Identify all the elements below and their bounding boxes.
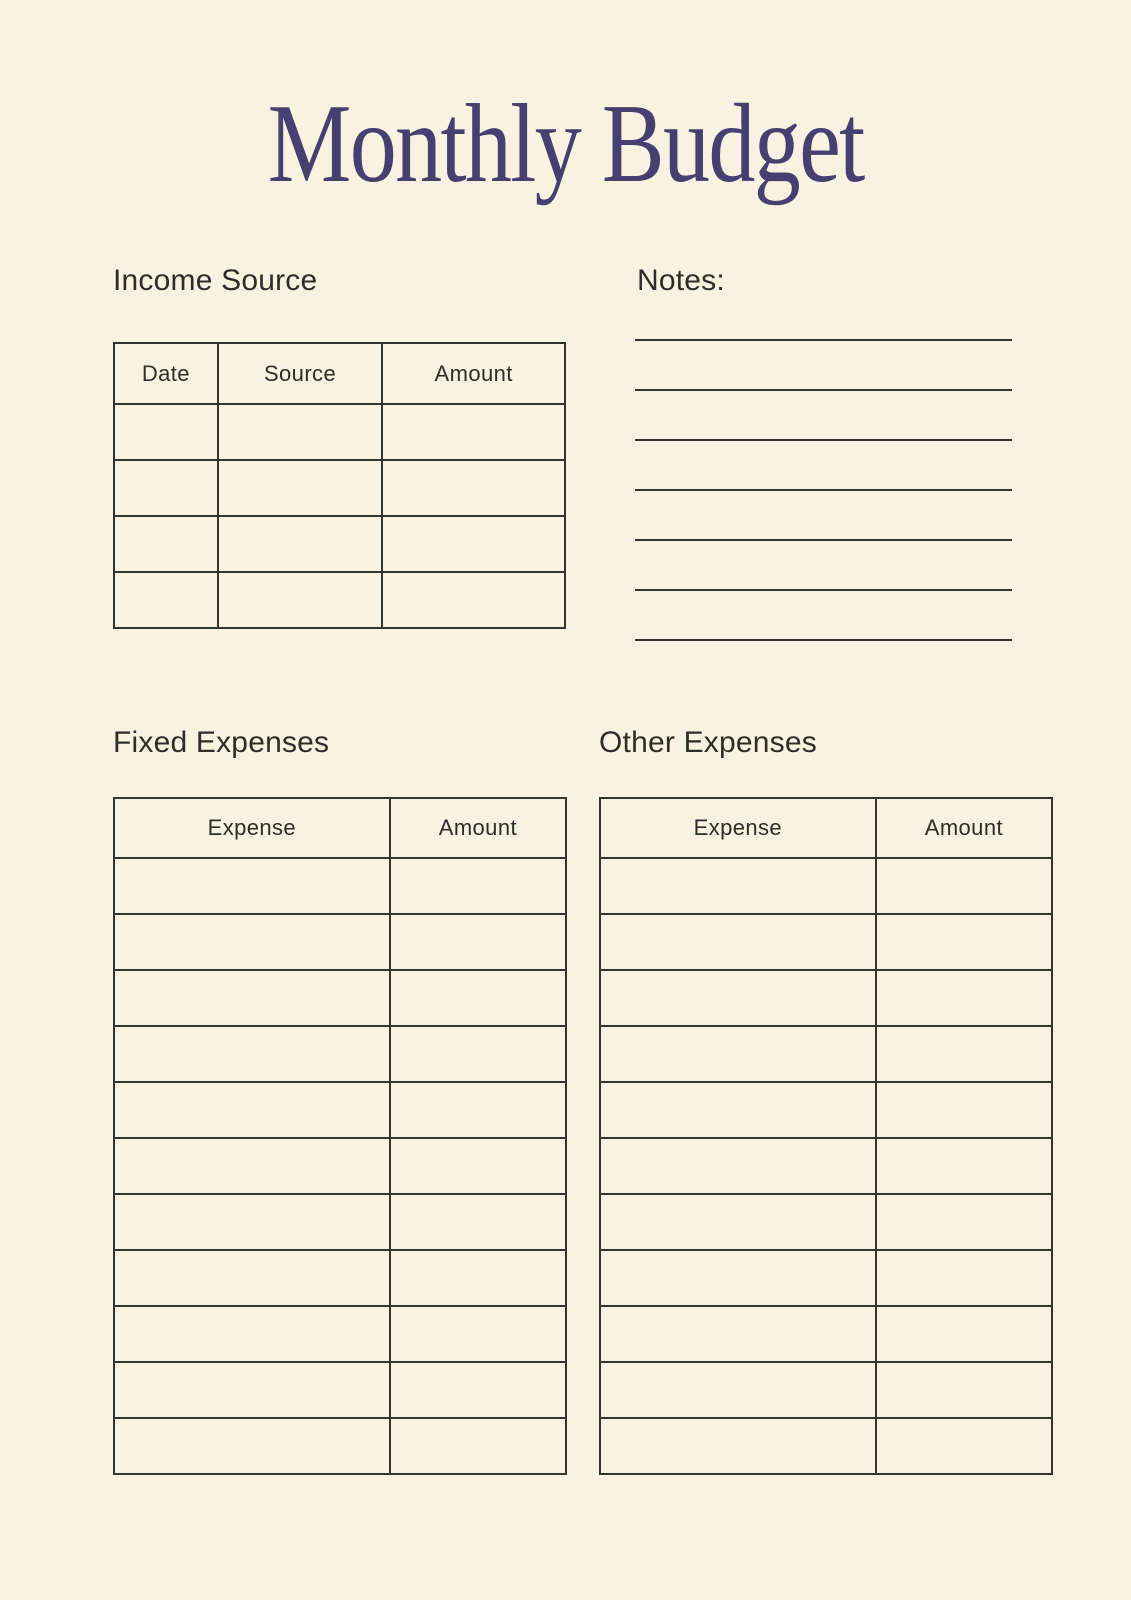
table-row (600, 914, 1052, 970)
empty-cell (600, 858, 876, 914)
note-line (635, 391, 1012, 441)
empty-cell (876, 858, 1052, 914)
other-expenses-header-row (600, 798, 1052, 858)
empty-cell (390, 1138, 566, 1194)
column-header-amount: Amount (382, 343, 565, 404)
empty-cell (876, 1418, 1052, 1474)
note-line (635, 441, 1012, 491)
empty-cell (600, 1362, 876, 1418)
empty-cell (218, 572, 383, 628)
empty-cell (382, 460, 565, 516)
table-row (114, 1418, 566, 1474)
empty-cell (390, 858, 566, 914)
empty-cell (390, 1194, 566, 1250)
other-expenses-table (599, 797, 1053, 1475)
empty-cell (876, 1306, 1052, 1362)
table-row (600, 1194, 1052, 1250)
empty-cell (114, 970, 390, 1026)
empty-cell (390, 1362, 566, 1418)
table-row (600, 1138, 1052, 1194)
page-title (0, 82, 1131, 206)
table-row (600, 1250, 1052, 1306)
empty-cell (218, 516, 383, 572)
table-row (600, 1082, 1052, 1138)
empty-cell (600, 1194, 876, 1250)
empty-cell (114, 1362, 390, 1418)
empty-cell (114, 1306, 390, 1362)
empty-cell (382, 572, 565, 628)
table-row (114, 1194, 566, 1250)
empty-cell (114, 572, 218, 628)
income-source-heading: Income Source (113, 264, 318, 297)
empty-cell (876, 1026, 1052, 1082)
empty-cell (390, 1250, 566, 1306)
empty-cell (114, 914, 390, 970)
empty-cell (876, 1250, 1052, 1306)
table-row (114, 1026, 566, 1082)
note-line (635, 291, 1012, 341)
table-row (600, 858, 1052, 914)
empty-cell (390, 1306, 566, 1362)
empty-cell (390, 1082, 566, 1138)
empty-cell (390, 970, 566, 1026)
empty-cell (390, 1418, 566, 1474)
note-line (635, 491, 1012, 541)
empty-cell (600, 1082, 876, 1138)
table-row (600, 970, 1052, 1026)
empty-cell (600, 1026, 876, 1082)
table-row (114, 970, 566, 1026)
other-expenses-heading: Other Expenses (599, 726, 817, 759)
empty-cell (876, 1082, 1052, 1138)
empty-cell (600, 914, 876, 970)
table-row (600, 1418, 1052, 1474)
empty-cell (390, 1026, 566, 1082)
empty-cell (600, 1138, 876, 1194)
empty-cell (876, 914, 1052, 970)
table-row (114, 1250, 566, 1306)
empty-cell (114, 516, 218, 572)
empty-cell (114, 1082, 390, 1138)
empty-cell (600, 970, 876, 1026)
fixed-expenses-table (113, 797, 567, 1475)
column-header-date: Date (114, 343, 218, 404)
page-title-text: Monthly Budget (267, 82, 864, 206)
note-line (635, 591, 1012, 641)
column-header-expense: Expense (114, 798, 390, 858)
table-row (114, 404, 565, 460)
empty-cell (382, 516, 565, 572)
notes-lines-area (635, 291, 1012, 641)
note-line (635, 341, 1012, 391)
empty-cell (114, 858, 390, 914)
table-row (114, 516, 565, 572)
table-row (114, 858, 566, 914)
empty-cell (114, 1418, 390, 1474)
table-row (600, 1362, 1052, 1418)
empty-cell (600, 1306, 876, 1362)
table-row (114, 1138, 566, 1194)
table-row (114, 914, 566, 970)
table-row (114, 572, 565, 628)
column-header-source: Source (218, 343, 383, 404)
empty-cell (114, 1138, 390, 1194)
fixed-expenses-heading: Fixed Expenses (113, 726, 330, 759)
empty-cell (218, 460, 383, 516)
empty-cell (382, 404, 565, 460)
empty-cell (114, 460, 218, 516)
table-row (114, 1082, 566, 1138)
empty-cell (218, 404, 383, 460)
table-row (600, 1306, 1052, 1362)
empty-cell (114, 1250, 390, 1306)
column-header-amount: Amount (390, 798, 566, 858)
column-header-amount: Amount (876, 798, 1052, 858)
income-source-table (113, 342, 566, 629)
empty-cell (600, 1250, 876, 1306)
table-row (114, 1306, 566, 1362)
table-row (600, 1026, 1052, 1082)
column-header-expense: Expense (600, 798, 876, 858)
empty-cell (114, 404, 218, 460)
fixed-expenses-header-row (114, 798, 566, 858)
income-table-header-row (114, 343, 565, 404)
empty-cell (390, 914, 566, 970)
empty-cell (876, 1194, 1052, 1250)
empty-cell (600, 1418, 876, 1474)
empty-cell (114, 1194, 390, 1250)
empty-cell (876, 970, 1052, 1026)
empty-cell (114, 1026, 390, 1082)
notes-heading: Notes: (637, 264, 725, 297)
table-row (114, 1362, 566, 1418)
empty-cell (876, 1362, 1052, 1418)
note-line (635, 541, 1012, 591)
empty-cell (876, 1138, 1052, 1194)
table-row (114, 460, 565, 516)
